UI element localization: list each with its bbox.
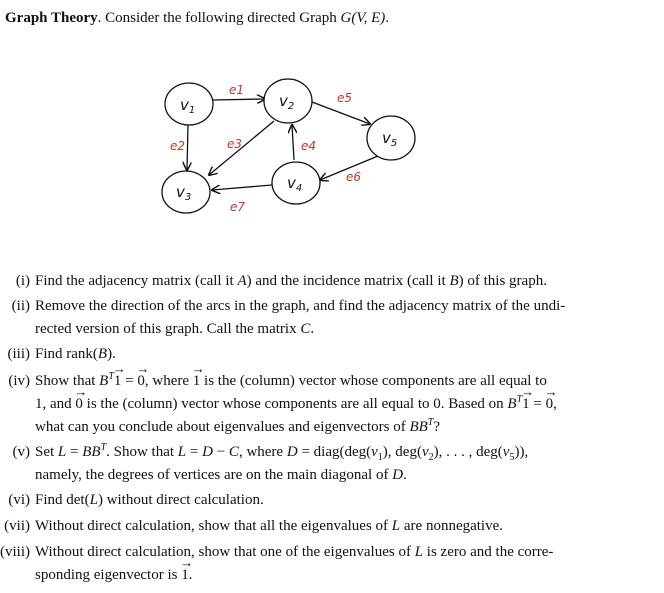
edge-e1-label: e1 bbox=[229, 83, 245, 97]
question-text: Find rank(B). bbox=[35, 346, 116, 362]
question-number: (v) bbox=[12, 444, 30, 460]
intro-title: Graph Theory bbox=[5, 10, 98, 26]
node-v5-label: $v_5$ bbox=[382, 129, 398, 149]
question-text: Show that $B^T\to 1$ = → 0, where → 1 is the (column) vector whose components are all equal to 1, and → 0 is the (column) vector whose components are all equal to 0. Based on $B^T\to 1$ = → 0, what can you conclude about eigenvalues and eigenvectors of $BB^T$? bbox=[35, 370, 607, 439]
question-number: (vii) bbox=[4, 518, 30, 534]
question-text: Find the adjacency matrix (call it A) and the incidence matrix (call it B) of this graph. bbox=[35, 273, 547, 289]
directed-graph-figure bbox=[150, 70, 430, 220]
edge-e3-label: e3 bbox=[227, 137, 243, 151]
edge-e1-line bbox=[212, 99, 265, 100]
node-v3-label: $v_3$ bbox=[176, 183, 192, 203]
question-text: Set $L = BB^T$. Show that L = D − C, where $D = diag(deg(v_1)$, $deg(v_2)$, . . . , $deg(v_5)$), namely, the degrees of vertices are on the main diagonal of D. bbox=[35, 442, 529, 483]
edge-e2-label: e2 bbox=[170, 139, 186, 153]
intro-text: . Consider the following directed Graph bbox=[97, 10, 341, 26]
question-text: Remove the direction of the arcs in the graph, and find the adjacency matrix of the undi- rected version of this graph. Call the matrix C. bbox=[35, 298, 566, 337]
edge-e5-line bbox=[312, 102, 370, 124]
edge-e5-label: e5 bbox=[337, 91, 353, 105]
node-v2-label: $v_2$ bbox=[279, 92, 295, 112]
question-number: (viii) bbox=[0, 544, 30, 560]
edge-e7-label: e7 bbox=[230, 200, 246, 214]
graph-symbol: G(V, E) bbox=[340, 10, 386, 26]
question-number: (vi) bbox=[8, 492, 30, 508]
edge-e6-label: e6 bbox=[346, 170, 362, 184]
node-v1-label: $v_1$ bbox=[180, 96, 196, 116]
question-number: (i) bbox=[15, 273, 30, 289]
question-number: (ii) bbox=[11, 298, 30, 314]
question-number: (iv) bbox=[8, 373, 30, 389]
edge-e4-label: e4 bbox=[301, 139, 317, 153]
node-v4-label: $v_4$ bbox=[287, 174, 303, 194]
question-text: Without direct calculation, show that one of the eigenvalues of L is zero and the corre- sponding eigenvector is → 1. bbox=[35, 541, 607, 587]
question-text: Find det(L) without direct calculation. bbox=[35, 492, 264, 508]
edge-e7-line bbox=[212, 185, 272, 190]
node-v1-circle bbox=[165, 83, 213, 125]
question-text: Without direct calculation, show that all the eigenvalues of L are nonnegative. bbox=[35, 518, 504, 534]
problem-intro: Graph Theory. Consider the following directed Graph G(V, E). bbox=[5, 10, 389, 26]
question-number: (iii) bbox=[7, 346, 30, 362]
edge-e4-line bbox=[292, 125, 294, 160]
edge-e2-line bbox=[187, 124, 188, 170]
